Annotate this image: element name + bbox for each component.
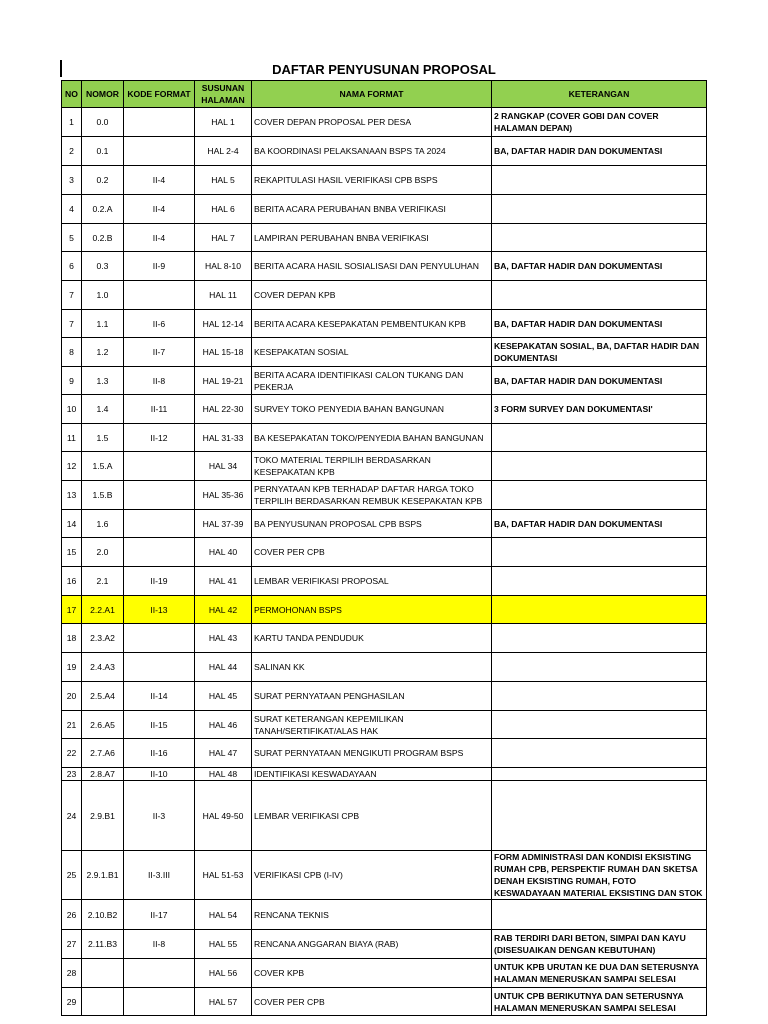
cell-no: 14 bbox=[62, 510, 82, 538]
cell-nama-format: PERMOHONAN BSPS bbox=[252, 596, 492, 624]
cell-susunan-halaman: HAL 35-36 bbox=[195, 481, 252, 510]
cell-kode-format: II-16 bbox=[124, 739, 195, 768]
cell-no: 5 bbox=[62, 224, 82, 252]
cell-kode-format: II-4 bbox=[124, 166, 195, 195]
cell-nomor: 2.5.A4 bbox=[82, 682, 124, 711]
cell-keterangan bbox=[492, 711, 707, 739]
table-row bbox=[62, 711, 707, 739]
cell-susunan-halaman: HAL 45 bbox=[195, 682, 252, 711]
cell-keterangan: RAB TERDIRI DARI BETON, SIMPAI DAN KAYU (DISESUAIKAN DENGAN KEBUTUHAN) bbox=[492, 930, 707, 959]
cell-no: 20 bbox=[62, 682, 82, 711]
cell-nama-format: COVER PER CPB bbox=[252, 538, 492, 567]
cell-no: 9 bbox=[62, 367, 82, 395]
cell-susunan-halaman: HAL 56 bbox=[195, 959, 252, 988]
cell-susunan-halaman: HAL 8-10 bbox=[195, 252, 252, 281]
cell-susunan-halaman: HAL 40 bbox=[195, 538, 252, 567]
cell-nomor: 1.5 bbox=[82, 424, 124, 452]
cell-nomor: 1.5.B bbox=[82, 481, 124, 510]
table-body bbox=[62, 108, 707, 1016]
cell-no: 10 bbox=[62, 395, 82, 424]
table-row bbox=[62, 224, 707, 252]
cell-nomor: 2.9.B1 bbox=[82, 781, 124, 851]
cell-kode-format: II-13 bbox=[124, 596, 195, 624]
cell-kode-format: II-4 bbox=[124, 224, 195, 252]
table-row bbox=[62, 395, 707, 424]
table-row bbox=[62, 653, 707, 682]
cell-kode-format bbox=[124, 452, 195, 481]
cell-keterangan bbox=[492, 682, 707, 711]
header-no: NO bbox=[62, 81, 82, 108]
cell-keterangan: UNTUK CPB BERIKUTNYA DAN SETERUSNYA HALAMAN MENERUSKAN SAMPAI SELESAI bbox=[492, 988, 707, 1016]
cell-kode-format bbox=[124, 281, 195, 310]
cell-nama-format: COVER DEPAN PROPOSAL PER DESA bbox=[252, 108, 492, 137]
cell-no: 16 bbox=[62, 567, 82, 596]
cell-nama-format: BA KOORDINASI PELAKSANAAN BSPS TA 2024 bbox=[252, 137, 492, 166]
table-row bbox=[62, 195, 707, 224]
cell-kode-format: II-12 bbox=[124, 424, 195, 452]
cell-no: 1 bbox=[62, 108, 82, 137]
table-row bbox=[62, 781, 707, 851]
cell-nomor: 2.8.A7 bbox=[82, 768, 124, 781]
cell-nama-format: LAMPIRAN PERUBAHAN BNBA VERIFIKASI bbox=[252, 224, 492, 252]
cell-nama-format: KARTU TANDA PENDUDUK bbox=[252, 624, 492, 653]
cell-no: 11 bbox=[62, 424, 82, 452]
table-row bbox=[62, 596, 707, 624]
cell-no: 25 bbox=[62, 851, 82, 900]
cell-susunan-halaman: HAL 51-53 bbox=[195, 851, 252, 900]
cell-kode-format bbox=[124, 510, 195, 538]
cell-nomor: 1.4 bbox=[82, 395, 124, 424]
cell-keterangan bbox=[492, 281, 707, 310]
cell-nomor bbox=[82, 959, 124, 988]
table-row bbox=[62, 338, 707, 367]
header-keterangan: KETERANGAN bbox=[492, 81, 707, 108]
cell-nomor: 0.1 bbox=[82, 137, 124, 166]
cell-keterangan: 3 FORM SURVEY DAN DOKUMENTASI' bbox=[492, 395, 707, 424]
cell-keterangan bbox=[492, 481, 707, 510]
cell-kode-format bbox=[124, 538, 195, 567]
cell-nama-format: SALINAN KK bbox=[252, 653, 492, 682]
cell-keterangan bbox=[492, 424, 707, 452]
table-row bbox=[62, 988, 707, 1016]
cell-no: 19 bbox=[62, 653, 82, 682]
cell-nomor: 2.11.B3 bbox=[82, 930, 124, 959]
cell-nama-format: TOKO MATERIAL TERPILIH BERDASARKAN KESEPAKATAN KPB bbox=[252, 452, 492, 481]
cell-kode-format bbox=[124, 653, 195, 682]
table-row bbox=[62, 137, 707, 166]
cell-keterangan: BA, DAFTAR HADIR DAN DOKUMENTASI bbox=[492, 310, 707, 338]
cell-nama-format: LEMBAR VERIFIKASI CPB bbox=[252, 781, 492, 851]
cell-keterangan bbox=[492, 624, 707, 653]
cell-nomor: 1.6 bbox=[82, 510, 124, 538]
table-row bbox=[62, 682, 707, 711]
proposal-table bbox=[61, 80, 707, 1016]
cell-no: 22 bbox=[62, 739, 82, 768]
cell-nama-format: KESEPAKATAN SOSIAL bbox=[252, 338, 492, 367]
cell-susunan-halaman: HAL 47 bbox=[195, 739, 252, 768]
cell-no: 4 bbox=[62, 195, 82, 224]
cell-kode-format: II-8 bbox=[124, 930, 195, 959]
cell-nomor: 1.3 bbox=[82, 367, 124, 395]
cell-nomor: 0.2 bbox=[82, 166, 124, 195]
cell-susunan-halaman: HAL 57 bbox=[195, 988, 252, 1016]
cell-keterangan bbox=[492, 452, 707, 481]
cell-nama-format: VERIFIKASI CPB (I-IV) bbox=[252, 851, 492, 900]
cell-nomor: 1.0 bbox=[82, 281, 124, 310]
table-row bbox=[62, 739, 707, 768]
cell-nama-format: COVER PER CPB bbox=[252, 988, 492, 1016]
cell-kode-format: II-9 bbox=[124, 252, 195, 281]
cell-kode-format: II-15 bbox=[124, 711, 195, 739]
table-row bbox=[62, 510, 707, 538]
cell-nomor: 1.1 bbox=[82, 310, 124, 338]
table-row bbox=[62, 367, 707, 395]
cell-susunan-halaman: HAL 11 bbox=[195, 281, 252, 310]
cell-susunan-halaman: HAL 42 bbox=[195, 596, 252, 624]
cell-no: 26 bbox=[62, 900, 82, 930]
table-row bbox=[62, 900, 707, 930]
cell-nama-format: PERNYATAAN KPB TERHADAP DAFTAR HARGA TOKO TERPILIH BERDASARKAN REMBUK KESEPAKATAN KPB bbox=[252, 481, 492, 510]
cell-no: 8 bbox=[62, 338, 82, 367]
cell-nama-format: BERITA ACARA PERUBAHAN BNBA VERIFIKASI bbox=[252, 195, 492, 224]
table-row bbox=[62, 481, 707, 510]
cell-susunan-halaman: HAL 15-18 bbox=[195, 338, 252, 367]
cell-keterangan: 2 RANGKAP (COVER GOBI DAN COVER HALAMAN DEPAN) bbox=[492, 108, 707, 137]
cell-nomor: 2.6.A5 bbox=[82, 711, 124, 739]
cell-nama-format: BA KESEPAKATAN TOKO/PENYEDIA BAHAN BANGUNAN bbox=[252, 424, 492, 452]
cell-nama-format: COVER DEPAN KPB bbox=[252, 281, 492, 310]
table-row bbox=[62, 959, 707, 988]
cell-susunan-halaman: HAL 19-21 bbox=[195, 367, 252, 395]
cell-nama-format: BERITA ACARA IDENTIFIKASI CALON TUKANG DAN PEKERJA bbox=[252, 367, 492, 395]
table-row bbox=[62, 252, 707, 281]
cell-keterangan bbox=[492, 538, 707, 567]
cell-no: 7 bbox=[62, 281, 82, 310]
cell-susunan-halaman: HAL 22-30 bbox=[195, 395, 252, 424]
cell-keterangan bbox=[492, 224, 707, 252]
cell-kode-format: II-11 bbox=[124, 395, 195, 424]
cell-nomor: 2.3.A2 bbox=[82, 624, 124, 653]
cell-kode-format: II-8 bbox=[124, 367, 195, 395]
table-row bbox=[62, 567, 707, 596]
cell-susunan-halaman: HAL 46 bbox=[195, 711, 252, 739]
cell-nama-format: SURAT KETERANGAN KEPEMILIKAN TANAH/SERTIFIKAT/ALAS HAK bbox=[252, 711, 492, 739]
cell-susunan-halaman: HAL 12-14 bbox=[195, 310, 252, 338]
cell-keterangan bbox=[492, 768, 707, 781]
cell-keterangan: KESEPAKATAN SOSIAL, BA, DAFTAR HADIR DAN DOKUMENTASI bbox=[492, 338, 707, 367]
cell-kode-format: II-10 bbox=[124, 768, 195, 781]
cell-susunan-halaman: HAL 55 bbox=[195, 930, 252, 959]
cell-no: 3 bbox=[62, 166, 82, 195]
cell-nomor: 2.1 bbox=[82, 567, 124, 596]
cell-keterangan bbox=[492, 166, 707, 195]
cell-keterangan bbox=[492, 195, 707, 224]
header-kode-format: KODE FORMAT bbox=[124, 81, 195, 108]
table-row bbox=[62, 166, 707, 195]
cell-nama-format: LEMBAR VERIFIKASI PROPOSAL bbox=[252, 567, 492, 596]
cell-nama-format: IDENTIFIKASI KESWADAYAAN bbox=[252, 768, 492, 781]
cell-kode-format: II-7 bbox=[124, 338, 195, 367]
cell-no: 24 bbox=[62, 781, 82, 851]
cell-nomor: 2.10.B2 bbox=[82, 900, 124, 930]
cell-kode-format bbox=[124, 108, 195, 137]
cell-kode-format: II-4 bbox=[124, 195, 195, 224]
cell-no: 7 bbox=[62, 310, 82, 338]
cell-nama-format: BA PENYUSUNAN PROPOSAL CPB BSPS bbox=[252, 510, 492, 538]
cell-kode-format bbox=[124, 624, 195, 653]
cell-nomor: 0.3 bbox=[82, 252, 124, 281]
header-nama-format: NAMA FORMAT bbox=[252, 81, 492, 108]
cell-nomor: 0.2.B bbox=[82, 224, 124, 252]
cell-no: 28 bbox=[62, 959, 82, 988]
cell-keterangan bbox=[492, 596, 707, 624]
cell-no: 23 bbox=[62, 768, 82, 781]
table-row bbox=[62, 452, 707, 481]
table-row bbox=[62, 310, 707, 338]
cell-nama-format: BERITA ACARA KESEPAKATAN PEMBENTUKAN KPB bbox=[252, 310, 492, 338]
cell-kode-format: II-3 bbox=[124, 781, 195, 851]
cell-no: 2 bbox=[62, 137, 82, 166]
cell-kode-format bbox=[124, 481, 195, 510]
cell-nama-format: RENCANA TEKNIS bbox=[252, 900, 492, 930]
cell-no: 18 bbox=[62, 624, 82, 653]
cell-susunan-halaman: HAL 48 bbox=[195, 768, 252, 781]
cell-keterangan bbox=[492, 739, 707, 768]
cell-nomor bbox=[82, 988, 124, 1016]
cell-susunan-halaman: HAL 1 bbox=[195, 108, 252, 137]
cell-nama-format: RENCANA ANGGARAN BIAYA (RAB) bbox=[252, 930, 492, 959]
cell-nomor: 0.0 bbox=[82, 108, 124, 137]
table-row bbox=[62, 281, 707, 310]
cell-kode-format: II-17 bbox=[124, 900, 195, 930]
cell-keterangan: UNTUK KPB URUTAN KE DUA DAN SETERUSNYA HALAMAN MENERUSKAN SAMPAI SELESAI bbox=[492, 959, 707, 988]
cell-no: 6 bbox=[62, 252, 82, 281]
cell-susunan-halaman: HAL 54 bbox=[195, 900, 252, 930]
cell-keterangan: BA, DAFTAR HADIR DAN DOKUMENTASI bbox=[492, 137, 707, 166]
cell-susunan-halaman: HAL 49-50 bbox=[195, 781, 252, 851]
cell-nomor: 2.7.A6 bbox=[82, 739, 124, 768]
cell-keterangan bbox=[492, 781, 707, 851]
cell-nama-format: SURAT PERNYATAAN MENGIKUTI PROGRAM BSPS bbox=[252, 739, 492, 768]
table-row bbox=[62, 424, 707, 452]
cell-keterangan: BA, DAFTAR HADIR DAN DOKUMENTASI bbox=[492, 510, 707, 538]
table-row bbox=[62, 624, 707, 653]
cell-nomor: 0.2.A bbox=[82, 195, 124, 224]
document-title: DAFTAR PENYUSUNAN PROPOSAL bbox=[272, 62, 496, 77]
cell-kode-format bbox=[124, 959, 195, 988]
cell-no: 13 bbox=[62, 481, 82, 510]
cell-no: 17 bbox=[62, 596, 82, 624]
table-row bbox=[62, 851, 707, 900]
cell-no: 29 bbox=[62, 988, 82, 1016]
cell-susunan-halaman: HAL 41 bbox=[195, 567, 252, 596]
cell-keterangan: BA, DAFTAR HADIR DAN DOKUMENTASI bbox=[492, 367, 707, 395]
cell-keterangan bbox=[492, 653, 707, 682]
cell-nama-format: REKAPITULASI HASIL VERIFIKASI CPB BSPS bbox=[252, 166, 492, 195]
cell-kode-format bbox=[124, 988, 195, 1016]
cell-keterangan bbox=[492, 900, 707, 930]
cell-no: 27 bbox=[62, 930, 82, 959]
cell-kode-format: II-14 bbox=[124, 682, 195, 711]
cell-susunan-halaman: HAL 6 bbox=[195, 195, 252, 224]
header-nomor: NOMOR bbox=[82, 81, 124, 108]
cell-susunan-halaman: HAL 31-33 bbox=[195, 424, 252, 452]
cell-nomor: 2.2.A1 bbox=[82, 596, 124, 624]
cell-susunan-halaman: HAL 7 bbox=[195, 224, 252, 252]
cell-keterangan bbox=[492, 567, 707, 596]
cell-susunan-halaman: HAL 34 bbox=[195, 452, 252, 481]
header-susunan-halaman: SUSUNAN HALAMAN bbox=[195, 81, 252, 108]
cell-kode-format bbox=[124, 137, 195, 166]
cell-kode-format: II-3.III bbox=[124, 851, 195, 900]
cell-nama-format: SURVEY TOKO PENYEDIA BAHAN BANGUNAN bbox=[252, 395, 492, 424]
table-row bbox=[62, 930, 707, 959]
table-header-row bbox=[62, 81, 707, 108]
cell-keterangan: FORM ADMINISTRASI DAN KONDISI EKSISTING RUMAH CPB, PERSPEKTIF RUMAH DAN SKETSA DENAH EKSISTING RUMAH, FOTO KESWADAYAAN MATERIAL EKSISTING DAN STOK bbox=[492, 851, 707, 900]
cell-susunan-halaman: HAL 37-39 bbox=[195, 510, 252, 538]
cell-nama-format: SURAT PERNYATAAN PENGHASILAN bbox=[252, 682, 492, 711]
cell-nama-format: COVER KPB bbox=[252, 959, 492, 988]
table-row bbox=[62, 108, 707, 137]
cell-nomor: 2.9.1.B1 bbox=[82, 851, 124, 900]
cell-susunan-halaman: HAL 2-4 bbox=[195, 137, 252, 166]
cell-kode-format: II-19 bbox=[124, 567, 195, 596]
cell-nomor: 2.4.A3 bbox=[82, 653, 124, 682]
cell-susunan-halaman: HAL 43 bbox=[195, 624, 252, 653]
cell-nama-format: BERITA ACARA HASIL SOSIALISASI DAN PENYULUHAN bbox=[252, 252, 492, 281]
cell-susunan-halaman: HAL 5 bbox=[195, 166, 252, 195]
table-row bbox=[62, 768, 707, 781]
cell-no: 15 bbox=[62, 538, 82, 567]
cell-keterangan: BA, DAFTAR HADIR DAN DOKUMENTASI bbox=[492, 252, 707, 281]
table-row bbox=[62, 538, 707, 567]
cell-nomor: 1.2 bbox=[82, 338, 124, 367]
cell-susunan-halaman: HAL 44 bbox=[195, 653, 252, 682]
cell-no: 12 bbox=[62, 452, 82, 481]
cell-nomor: 2.0 bbox=[82, 538, 124, 567]
cell-no: 21 bbox=[62, 711, 82, 739]
cell-kode-format: II-6 bbox=[124, 310, 195, 338]
cell-nomor: 1.5.A bbox=[82, 452, 124, 481]
